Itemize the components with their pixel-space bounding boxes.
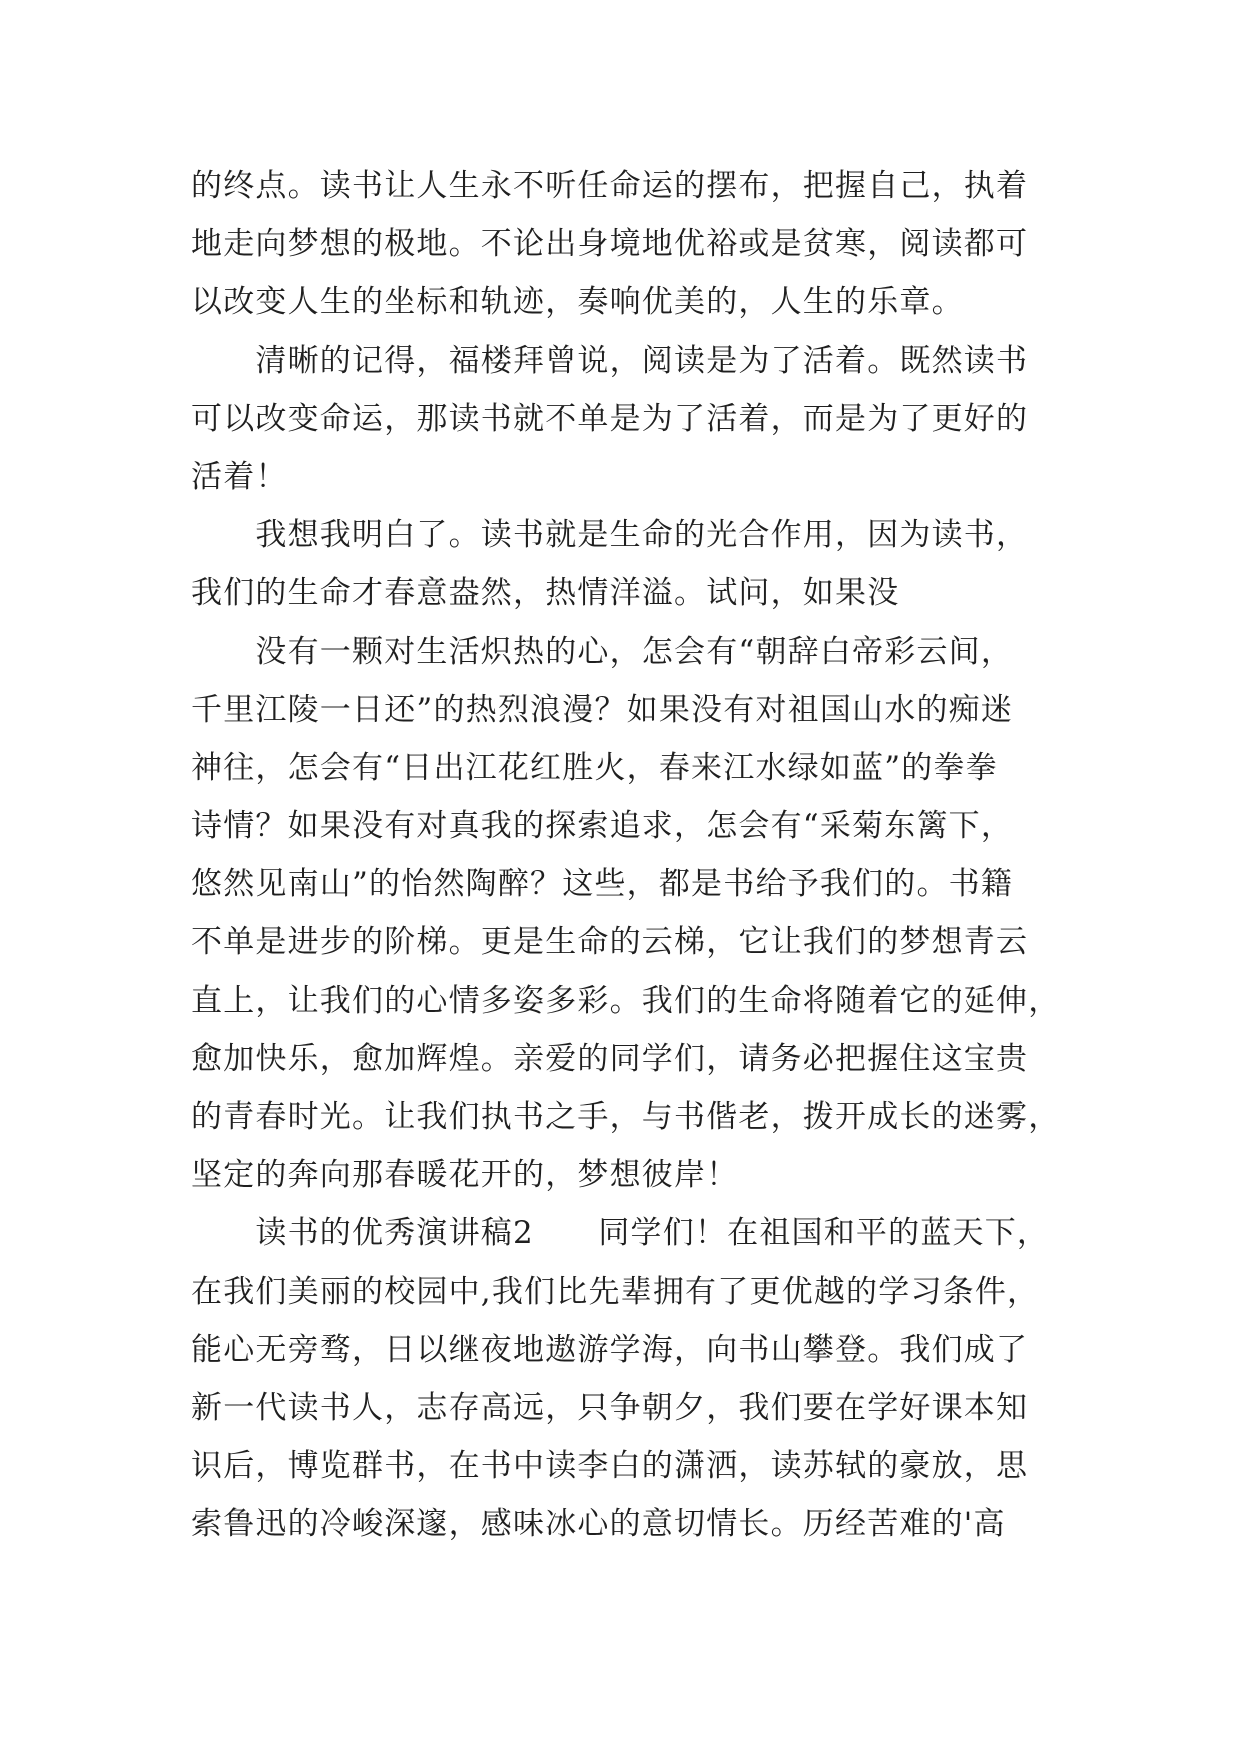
text-line: 识后，博览群书，在书中读李白的潇洒，读苏轼的豪放，思 [191,1448,1029,1485]
text-line: 活着！ [191,458,288,495]
section-heading-line: 读书的优秀演讲稿2 同学们！在祖国和平的蓝天下， [191,1215,1050,1252]
text-line: 愈加快乐，愈加辉煌。亲爱的同学们，请务必把握住这宝贵 [191,1040,1029,1077]
body-text [191,157,1061,1554]
text-line: 千里江陵一日还”的热烈浪漫？如果没有对祖国山水的痴迷 [191,691,1014,728]
text-line: 的青春时光。让我们执书之手，与书偕老，拨开成长的迷雾， [191,1099,1061,1135]
text-line: 我们的生命才春意盎然，热情洋溢。试问，如果没 [191,575,900,612]
text-line: 神往，怎会有“日出江花红胜火，春来江水绿如蓝”的拳拳 [191,749,998,786]
text-line: 能心无旁骛，日以继夜地遨游学海，向书山攀登。我们成了 [191,1331,1029,1368]
text-line: 诗情？如果没有对真我的探索追求，怎会有“采菊东篱下， [191,808,1014,845]
text-line: 直上，让我们的心情多姿多彩。我们的生命将随着它的延伸， [191,982,1061,1019]
text-line: 我想我明白了。读书就是生命的光合作用，因为读书， [191,517,1029,554]
text-line: 不单是进步的阶梯。更是生命的云梯，它让我们的梦想青云 [191,924,1029,961]
text-line: 清晰的记得，福楼拜曾说，阅读是为了活着。既然读书 [191,342,1029,379]
text-line: 的终点。读书让人生永不听任命运的摆布，把握自己，执着 [191,168,1029,204]
text-line: 没有一颗对生活炽热的心，怎会有“朝辞白帝彩云间， [191,633,1014,670]
text-line: 坚定的奔向那春暖花开的，梦想彼岸！ [191,1157,739,1194]
text-line: 地走向梦想的极地。不论出身境地优裕或是贫寒，阅读都可 [191,226,1029,263]
text-line: 新一代读书人，志存高远，只争朝夕，我们要在学好课本知 [191,1389,1029,1426]
text-line: 索鲁迅的冷峻深邃，感味冰心的意切情长。历经苦难的'高 [191,1506,1006,1543]
text-line: 悠然见南山”的怡然陶醉？这些，都是书给予我们的。书籍 [191,866,1014,903]
text-line: 可以改变命运，那读书就不单是为了活着，而是为了更好的 [191,400,1029,437]
text-line: 在我们美丽的校园中,我们比先辈拥有了更优越的学习条件， [191,1273,1040,1310]
text-line: 以改变人生的坐标和轨迹，奏响优美的，人生的乐章。 [191,284,964,321]
